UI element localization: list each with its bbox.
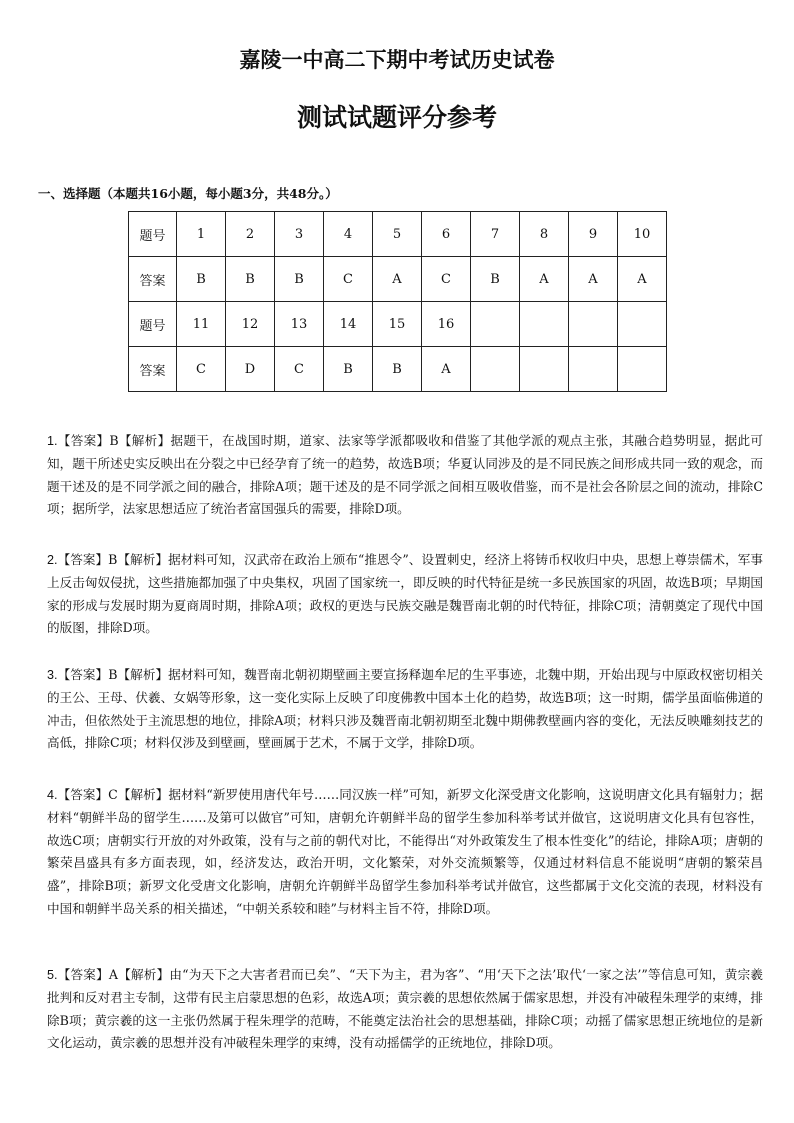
answer-item-3: [47, 664, 763, 755]
table-cell: C: [177, 347, 226, 392]
table-cell: [520, 302, 569, 347]
table-cell: B: [226, 257, 275, 302]
table-cell: [618, 347, 667, 392]
table-cell: [569, 302, 618, 347]
table-cell: A: [618, 257, 667, 302]
table-row-header: 题号: [129, 212, 177, 257]
table-cell: 5: [373, 212, 422, 257]
table-cell: A: [520, 257, 569, 302]
table-cell: D: [226, 347, 275, 392]
table-row-header: 答案: [129, 347, 177, 392]
item-number: 1.: [47, 434, 58, 448]
table-cell: 4: [324, 212, 373, 257]
table-cell: B: [177, 257, 226, 302]
table-cell: 10: [618, 212, 667, 257]
table-cell: 13: [275, 302, 324, 347]
table-row-header: 答案: [129, 257, 177, 302]
table-cell: C: [422, 257, 471, 302]
answer-item-5: [47, 964, 763, 1055]
item-number: 4.: [47, 788, 58, 802]
table-row: [129, 257, 667, 302]
table-cell: 2: [226, 212, 275, 257]
document-title: 嘉陵一中高二下期中考试历史试卷: [239, 48, 555, 72]
table-cell: [569, 347, 618, 392]
table-row: [129, 212, 667, 257]
item-number: 3.: [47, 668, 58, 682]
table-row: [129, 302, 667, 347]
answer-item-4: [47, 784, 763, 921]
table-cell: 16: [422, 302, 471, 347]
item-number: 2.: [47, 553, 58, 567]
section-heading: 一、选择题（本题共16小题，每小题3分，共48分。）: [38, 186, 338, 201]
table-cell: 14: [324, 302, 373, 347]
table-cell: B: [275, 257, 324, 302]
item-number: 5.: [47, 968, 58, 982]
table-cell: [618, 302, 667, 347]
table-cell: 11: [177, 302, 226, 347]
table-cell: [520, 347, 569, 392]
table-row-header: 题号: [129, 302, 177, 347]
table-cell: 1: [177, 212, 226, 257]
answer-item-1: [47, 430, 763, 521]
table-cell: B: [373, 347, 422, 392]
table-cell: A: [422, 347, 471, 392]
table-row: [129, 347, 667, 392]
table-cell: A: [373, 257, 422, 302]
answer-item-2: [47, 549, 763, 640]
item-text: 【答案】A【解析】由“为天下之大害者君而已矣”、“天下为主，君为客”、“用‘天下之法’取代‘一家之法’”等信息可知，黄宗羲批判和反对君主专制，这带有民主启蒙思想的色彩，故选A项；黄宗羲的思想依然属于儒家思想，并没有冲破程朱理学的束缚，排除B项；黄宗羲的这一主张仍然属于程朱理学的范畴，不能奠定法治社会的思想基础，排除C项；动摇了儒家思想正统地位的是新文化运动，黄宗羲的思想并没有冲破程朱理学的束缚，没有动摇儒学的正统地位，排除D项。: [47, 967, 763, 1051]
item-text: 【答案】B【解析】据材料可知，汉武帝在政治上颁布“推恩令”、设置刺史，经济上将铸币权收归中央，思想上尊崇儒术，军事上反击匈奴侵扰，这些措施都加强了中央集权，巩固了国家统一，即反映的时代特征是统一多民族国家的巩固，故选B项；早期国家的形成与发展时期为夏商周时期，排除A项；政权的更迭与民族交融是魏晋南北朝的时代特征，排除C项；清朝奠定了现代中国的版图，排除D项。: [47, 552, 763, 636]
table-cell: 8: [520, 212, 569, 257]
table-cell: C: [324, 257, 373, 302]
table-cell: 3: [275, 212, 324, 257]
table-cell: [471, 347, 520, 392]
item-text: 【答案】C【解析】据材料“新罗使用唐代年号……同汉族一样”可知，新罗文化深受唐文化影响，这说明唐文化具有辐射力；据材料“朝鲜半岛的留学生……及第可以做官”可知，唐朝允许朝鲜半岛的留学生参加科举考试并做官，这说明唐文化具有包容性，故选C项；唐朝实行开放的对外政策，没有与之前的朝代对比，不能得出“对外政策发生了根本性变化”的结论，排除A项；唐朝的繁荣昌盛具有多方面表现，如，经济发达，政治开明，文化繁荣，对外交流频繁等，仅通过材料信息不能说明“唐朝的繁荣昌盛”，排除B项；新罗文化受唐文化影响，唐朝允许朝鲜半岛留学生参加科举考试并做官，这些都属于文化交流的表现，材料没有中国和朝鲜半岛关系的相关描述，“中朝关系较和睦”与材料主旨不符，排除D项。: [47, 787, 763, 916]
document-subtitle: 测试试题评分参考: [296, 103, 497, 132]
table-cell: A: [569, 257, 618, 302]
table-cell: B: [324, 347, 373, 392]
table-cell: 12: [226, 302, 275, 347]
table-cell: 15: [373, 302, 422, 347]
table-cell: [471, 302, 520, 347]
table-cell: 6: [422, 212, 471, 257]
item-text: 【答案】B【解析】据题干，在战国时期，道家、法家等学派都吸收和借鉴了其他学派的观点主张，其融合趋势明显，据此可知，题干所述史实反映出在分裂之中已经孕育了统一的趋势，故选B项；华夏认同涉及的是不同民族之间形成共同一致的观念，而题干述及的是不同学派之间的融合，排除A项；题干述及的是不同学派之间相互吸收借鉴，而不是社会各阶层之间的流动，排除C项；据所学，法家思想适应了统治者富国强兵的需要，排除D项。: [47, 433, 763, 517]
item-text: 【答案】B【解析】据材料可知，魏晋南北朝初期壁画主要宣扬释迦牟尼的生平事迹，北魏中期，开始出现与中原政权密切相关的王公、王母、伏羲、女娲等形象，这一变化实际上反映了印度佛教中国本土化的趋势，故选B项；这一时期，儒学虽面临佛道的冲击，但依然处于主流思想的地位，排除A项；材料只涉及魏晋南北朝初期至北魏中期佛教壁画内容的变化，无法反映雕刻技艺的高低，排除C项；材料仅涉及到壁画，壁画属于艺术，不属于文学，排除D项。: [47, 667, 763, 751]
answer-table: [128, 211, 667, 392]
table-cell: B: [471, 257, 520, 302]
table-cell: 7: [471, 212, 520, 257]
table-cell: 9: [569, 212, 618, 257]
table-cell: C: [275, 347, 324, 392]
